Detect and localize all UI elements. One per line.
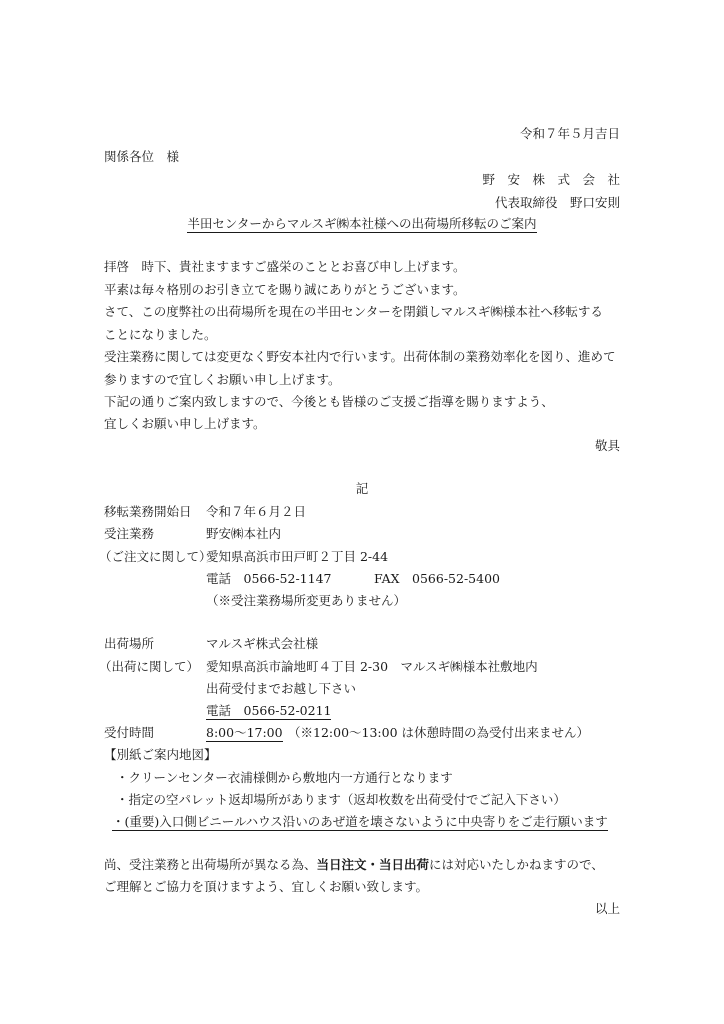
map-item: ・クリーンセンター衣浦様側から敷地内一方通行となります <box>116 770 453 785</box>
ship-visit: 出荷受付までお越し下さい <box>206 681 357 696</box>
map-item-important <box>112 812 608 830</box>
start-label: 移転業務開始日 <box>104 504 192 519</box>
ship-value: マルスギ株式会社様 <box>206 636 319 651</box>
footer-note-line1 <box>104 855 604 873</box>
ship-tel-text: 電話 0566-52-0211 <box>206 703 332 718</box>
map-heading: 【別紙ご案内地図】 <box>104 747 217 762</box>
order-fax: FAX 0566-52-5400 <box>374 571 500 586</box>
body-line: 宜しくお願い申し上げます。 <box>104 416 266 431</box>
body-line: さて、この度弊社の出荷場所を現在の半田センターを閉鎖しマルスギ㈱様本社へ移転する <box>104 304 603 319</box>
order-tel: 電話 0566-52-1147 <box>206 571 332 586</box>
footer-note-part1: 尚、受注業務と出荷場所が異なる為、 <box>104 857 317 872</box>
ship-address: 愛知県高浜市論地町４丁目 2-30 マルスギ㈱様本社敷地内 <box>206 659 538 674</box>
hours-note: （※12:00～13:00 は休憩時間の為受付出来ません） <box>288 725 590 740</box>
company-name: 野 安 株 式 会 社 <box>482 172 620 187</box>
order-remark: （※受注業務場所変更ありません） <box>206 593 407 608</box>
subject-title <box>0 214 724 232</box>
body-line: 拝啓 時下、貴社ますますご盛栄のこととお喜び申し上げます。 <box>104 259 466 274</box>
footer-note-part2: には対応いたしかねますので、 <box>429 857 604 872</box>
map-item: ・指定の空パレット返却場所があります（返却枚数を出荷受付でご記入下さい） <box>116 792 566 807</box>
body-line: 下記の通りご案内致しますので、今後とも皆様のご支援ご指導を賜りますよう、 <box>104 394 554 409</box>
body-line: 平素は毎々格別のお引き立てを賜り誠にありがとうございます。 <box>104 282 466 297</box>
order-address: 愛知県高浜市田戸町２丁目 2-44 <box>206 549 389 564</box>
footer-note-line2: ご理解とご協力を頂けますよう、宜しくお願い致します。 <box>104 879 429 894</box>
closing-ijou: 以上 <box>594 901 620 916</box>
footer-note-bold: 当日注文・当日出荷 <box>316 857 430 872</box>
letter-date: 令和７年５月吉日 <box>519 126 620 141</box>
hours-value <box>206 723 283 741</box>
representative: 代表取締役 野口安則 <box>494 195 620 210</box>
order-value: 野安㈱本社内 <box>206 526 282 541</box>
body-line: ことになりました。 <box>104 327 217 342</box>
closing-keigu: 敬具 <box>594 438 620 453</box>
body-line: 参りますので宜しくお願い申し上げます。 <box>104 372 341 387</box>
order-note-label: （ご注文に関して） <box>99 549 212 564</box>
addressee: 関係各位 様 <box>104 149 180 164</box>
ship-tel <box>206 701 331 719</box>
hours-label: 受付時間 <box>104 725 155 740</box>
subject-text: 半田センターからマルスギ㈱本社様への出荷場所移転のご案内 <box>187 216 537 231</box>
hours-value-text: 8:00～17:00 <box>206 725 283 740</box>
ship-note-label: （出荷に関して） <box>99 659 200 674</box>
order-label: 受注業務 <box>104 526 155 541</box>
map-item-important-text: ・(重要)入口側ビニールハウス沿いのあぜ道を壊さないように中央寄りをご走行願います <box>112 814 608 829</box>
ship-label: 出荷場所 <box>104 636 155 651</box>
body-line: 受注業務に関しては変更なく野安本社内で行います。出荷体制の業務効率化を図り、進めて <box>104 349 616 364</box>
details-heading: 記 <box>355 481 369 496</box>
start-value: 令和７年６月２日 <box>206 504 307 519</box>
